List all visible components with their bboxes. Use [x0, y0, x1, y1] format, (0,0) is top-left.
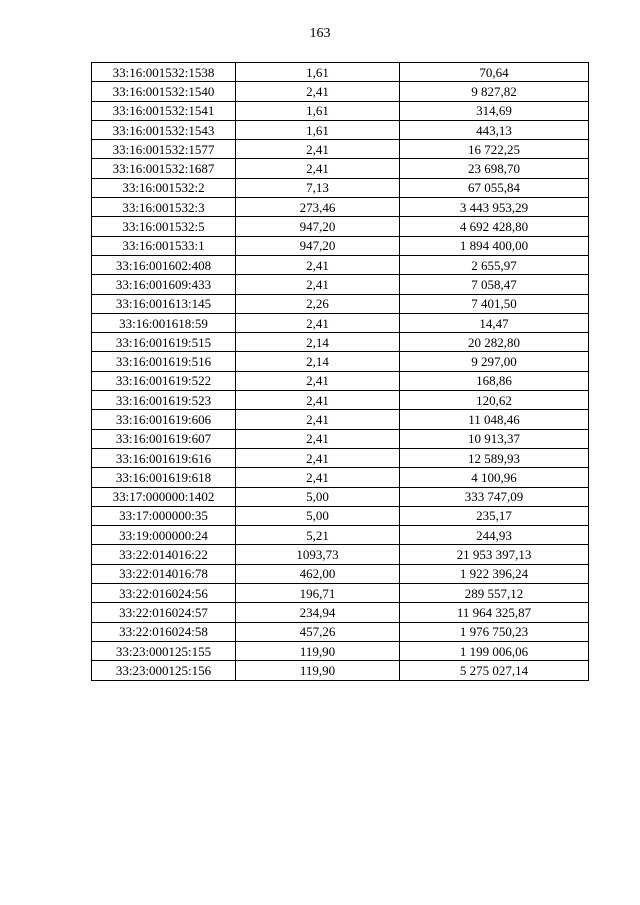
table-row [92, 429, 589, 448]
value-cell: 16 722,25 [400, 140, 589, 159]
table-row [92, 448, 589, 467]
area-cell: 7,13 [236, 178, 400, 197]
table-row [92, 140, 589, 159]
area-cell: 2,41 [236, 255, 400, 274]
table-row [92, 468, 589, 487]
table-row [92, 120, 589, 139]
table-row [92, 198, 589, 217]
value-cell: 314,69 [400, 101, 589, 120]
area-cell: 2,41 [236, 410, 400, 429]
table-row [92, 275, 589, 294]
area-cell: 2,41 [236, 275, 400, 294]
value-cell: 1 976 750,23 [400, 622, 589, 641]
cadastral-number-cell: 33:22:016024:58 [92, 622, 236, 641]
table-row [92, 641, 589, 660]
cadastral-number-cell: 33:16:001532:2 [92, 178, 236, 197]
cadastral-number-cell: 33:16:001532:5 [92, 217, 236, 236]
area-cell: 457,26 [236, 622, 400, 641]
cadastral-number-cell: 33:23:000125:155 [92, 641, 236, 660]
area-cell: 2,41 [236, 371, 400, 390]
value-cell: 7 401,50 [400, 294, 589, 313]
cadastral-number-cell: 33:17:000000:1402 [92, 487, 236, 506]
area-cell: 2,41 [236, 468, 400, 487]
value-cell: 4 692 428,80 [400, 217, 589, 236]
value-cell: 14,47 [400, 313, 589, 332]
value-cell: 9 297,00 [400, 352, 589, 371]
table-row [92, 506, 589, 525]
table-row [92, 584, 589, 603]
value-cell: 11 964 325,87 [400, 603, 589, 622]
table-row [92, 159, 589, 178]
value-cell: 1 922 396,24 [400, 564, 589, 583]
cadastral-number-cell: 33:16:001532:1577 [92, 140, 236, 159]
area-cell: 2,41 [236, 448, 400, 467]
value-cell: 12 589,93 [400, 448, 589, 467]
cadastral-number-cell: 33:16:001619:515 [92, 333, 236, 352]
cadastral-number-cell: 33:22:014016:78 [92, 564, 236, 583]
cadastral-number-cell: 33:16:001618:59 [92, 313, 236, 332]
area-cell: 947,20 [236, 217, 400, 236]
cadastral-number-cell: 33:17:000000:35 [92, 506, 236, 525]
area-cell: 273,46 [236, 198, 400, 217]
table-row [92, 564, 589, 583]
area-cell: 2,26 [236, 294, 400, 313]
area-cell: 2,41 [236, 391, 400, 410]
cadastral-number-cell: 33:16:001532:1540 [92, 82, 236, 101]
area-cell: 2,41 [236, 159, 400, 178]
cadastral-number-cell: 33:16:001619:523 [92, 391, 236, 410]
area-cell: 462,00 [236, 564, 400, 583]
cadastral-number-cell: 33:16:001533:1 [92, 236, 236, 255]
table-row [92, 236, 589, 255]
cadastral-number-cell: 33:19:000000:24 [92, 526, 236, 545]
value-cell: 10 913,37 [400, 429, 589, 448]
value-cell: 20 282,80 [400, 333, 589, 352]
area-cell: 1,61 [236, 101, 400, 120]
table-row [92, 82, 589, 101]
value-cell: 5 275 027,14 [400, 661, 589, 680]
value-cell: 70,64 [400, 63, 589, 82]
cadastral-number-cell: 33:16:001619:616 [92, 448, 236, 467]
table-row [92, 352, 589, 371]
cadastral-number-cell: 33:16:001532:1687 [92, 159, 236, 178]
area-cell: 234,94 [236, 603, 400, 622]
value-cell: 4 100,96 [400, 468, 589, 487]
value-cell: 7 058,47 [400, 275, 589, 294]
table-row [92, 101, 589, 120]
value-cell: 23 698,70 [400, 159, 589, 178]
cadastral-number-cell: 33:23:000125:156 [92, 661, 236, 680]
value-cell: 3 443 953,29 [400, 198, 589, 217]
cadastral-number-cell: 33:16:001619:607 [92, 429, 236, 448]
table-row [92, 391, 589, 410]
cadastral-number-cell: 33:16:001613:145 [92, 294, 236, 313]
cadastral-table [91, 62, 589, 681]
table-row [92, 371, 589, 390]
value-cell: 120,62 [400, 391, 589, 410]
table-row [92, 217, 589, 236]
table-row [92, 294, 589, 313]
area-cell: 119,90 [236, 661, 400, 680]
area-cell: 196,71 [236, 584, 400, 603]
page-number: 163 [309, 26, 331, 41]
cadastral-number-cell: 33:16:001602:408 [92, 255, 236, 274]
cadastral-number-cell: 33:16:001619:618 [92, 468, 236, 487]
cadastral-number-cell: 33:16:001619:606 [92, 410, 236, 429]
value-cell: 168,86 [400, 371, 589, 390]
table-body [92, 63, 589, 681]
area-cell: 947,20 [236, 236, 400, 255]
cadastral-number-cell: 33:16:001609:433 [92, 275, 236, 294]
area-cell: 2,14 [236, 333, 400, 352]
value-cell: 9 827,82 [400, 82, 589, 101]
cadastral-number-cell: 33:16:001532:1541 [92, 101, 236, 120]
table-row [92, 63, 589, 82]
cadastral-number-cell: 33:16:001619:522 [92, 371, 236, 390]
cadastral-number-cell: 33:22:014016:22 [92, 545, 236, 564]
area-cell: 2,14 [236, 352, 400, 371]
area-cell: 2,41 [236, 313, 400, 332]
area-cell: 5,21 [236, 526, 400, 545]
area-cell: 1,61 [236, 120, 400, 139]
value-cell: 1 199 006,06 [400, 641, 589, 660]
cadastral-number-cell: 33:16:001532:3 [92, 198, 236, 217]
area-cell: 1093,73 [236, 545, 400, 564]
value-cell: 333 747,09 [400, 487, 589, 506]
value-cell: 235,17 [400, 506, 589, 525]
table-row [92, 410, 589, 429]
table-row [92, 313, 589, 332]
cadastral-number-cell: 33:22:016024:56 [92, 584, 236, 603]
value-cell: 21 953 397,13 [400, 545, 589, 564]
area-cell: 2,41 [236, 429, 400, 448]
area-cell: 2,41 [236, 82, 400, 101]
area-cell: 2,41 [236, 140, 400, 159]
table-row [92, 545, 589, 564]
value-cell: 244,93 [400, 526, 589, 545]
table-row [92, 603, 589, 622]
table-row [92, 487, 589, 506]
cadastral-number-cell: 33:16:001532:1543 [92, 120, 236, 139]
value-cell: 2 655,97 [400, 255, 589, 274]
table-row [92, 661, 589, 680]
table-row [92, 333, 589, 352]
cadastral-number-cell: 33:16:001532:1538 [92, 63, 236, 82]
value-cell: 443,13 [400, 120, 589, 139]
table-row [92, 255, 589, 274]
area-cell: 119,90 [236, 641, 400, 660]
value-cell: 11 048,46 [400, 410, 589, 429]
area-cell: 5,00 [236, 506, 400, 525]
table-row [92, 178, 589, 197]
area-cell: 1,61 [236, 63, 400, 82]
table-row [92, 526, 589, 545]
cadastral-number-cell: 33:16:001619:516 [92, 352, 236, 371]
table-row [92, 622, 589, 641]
area-cell: 5,00 [236, 487, 400, 506]
cadastral-number-cell: 33:22:016024:57 [92, 603, 236, 622]
value-cell: 1 894 400,00 [400, 236, 589, 255]
value-cell: 289 557,12 [400, 584, 589, 603]
value-cell: 67 055,84 [400, 178, 589, 197]
